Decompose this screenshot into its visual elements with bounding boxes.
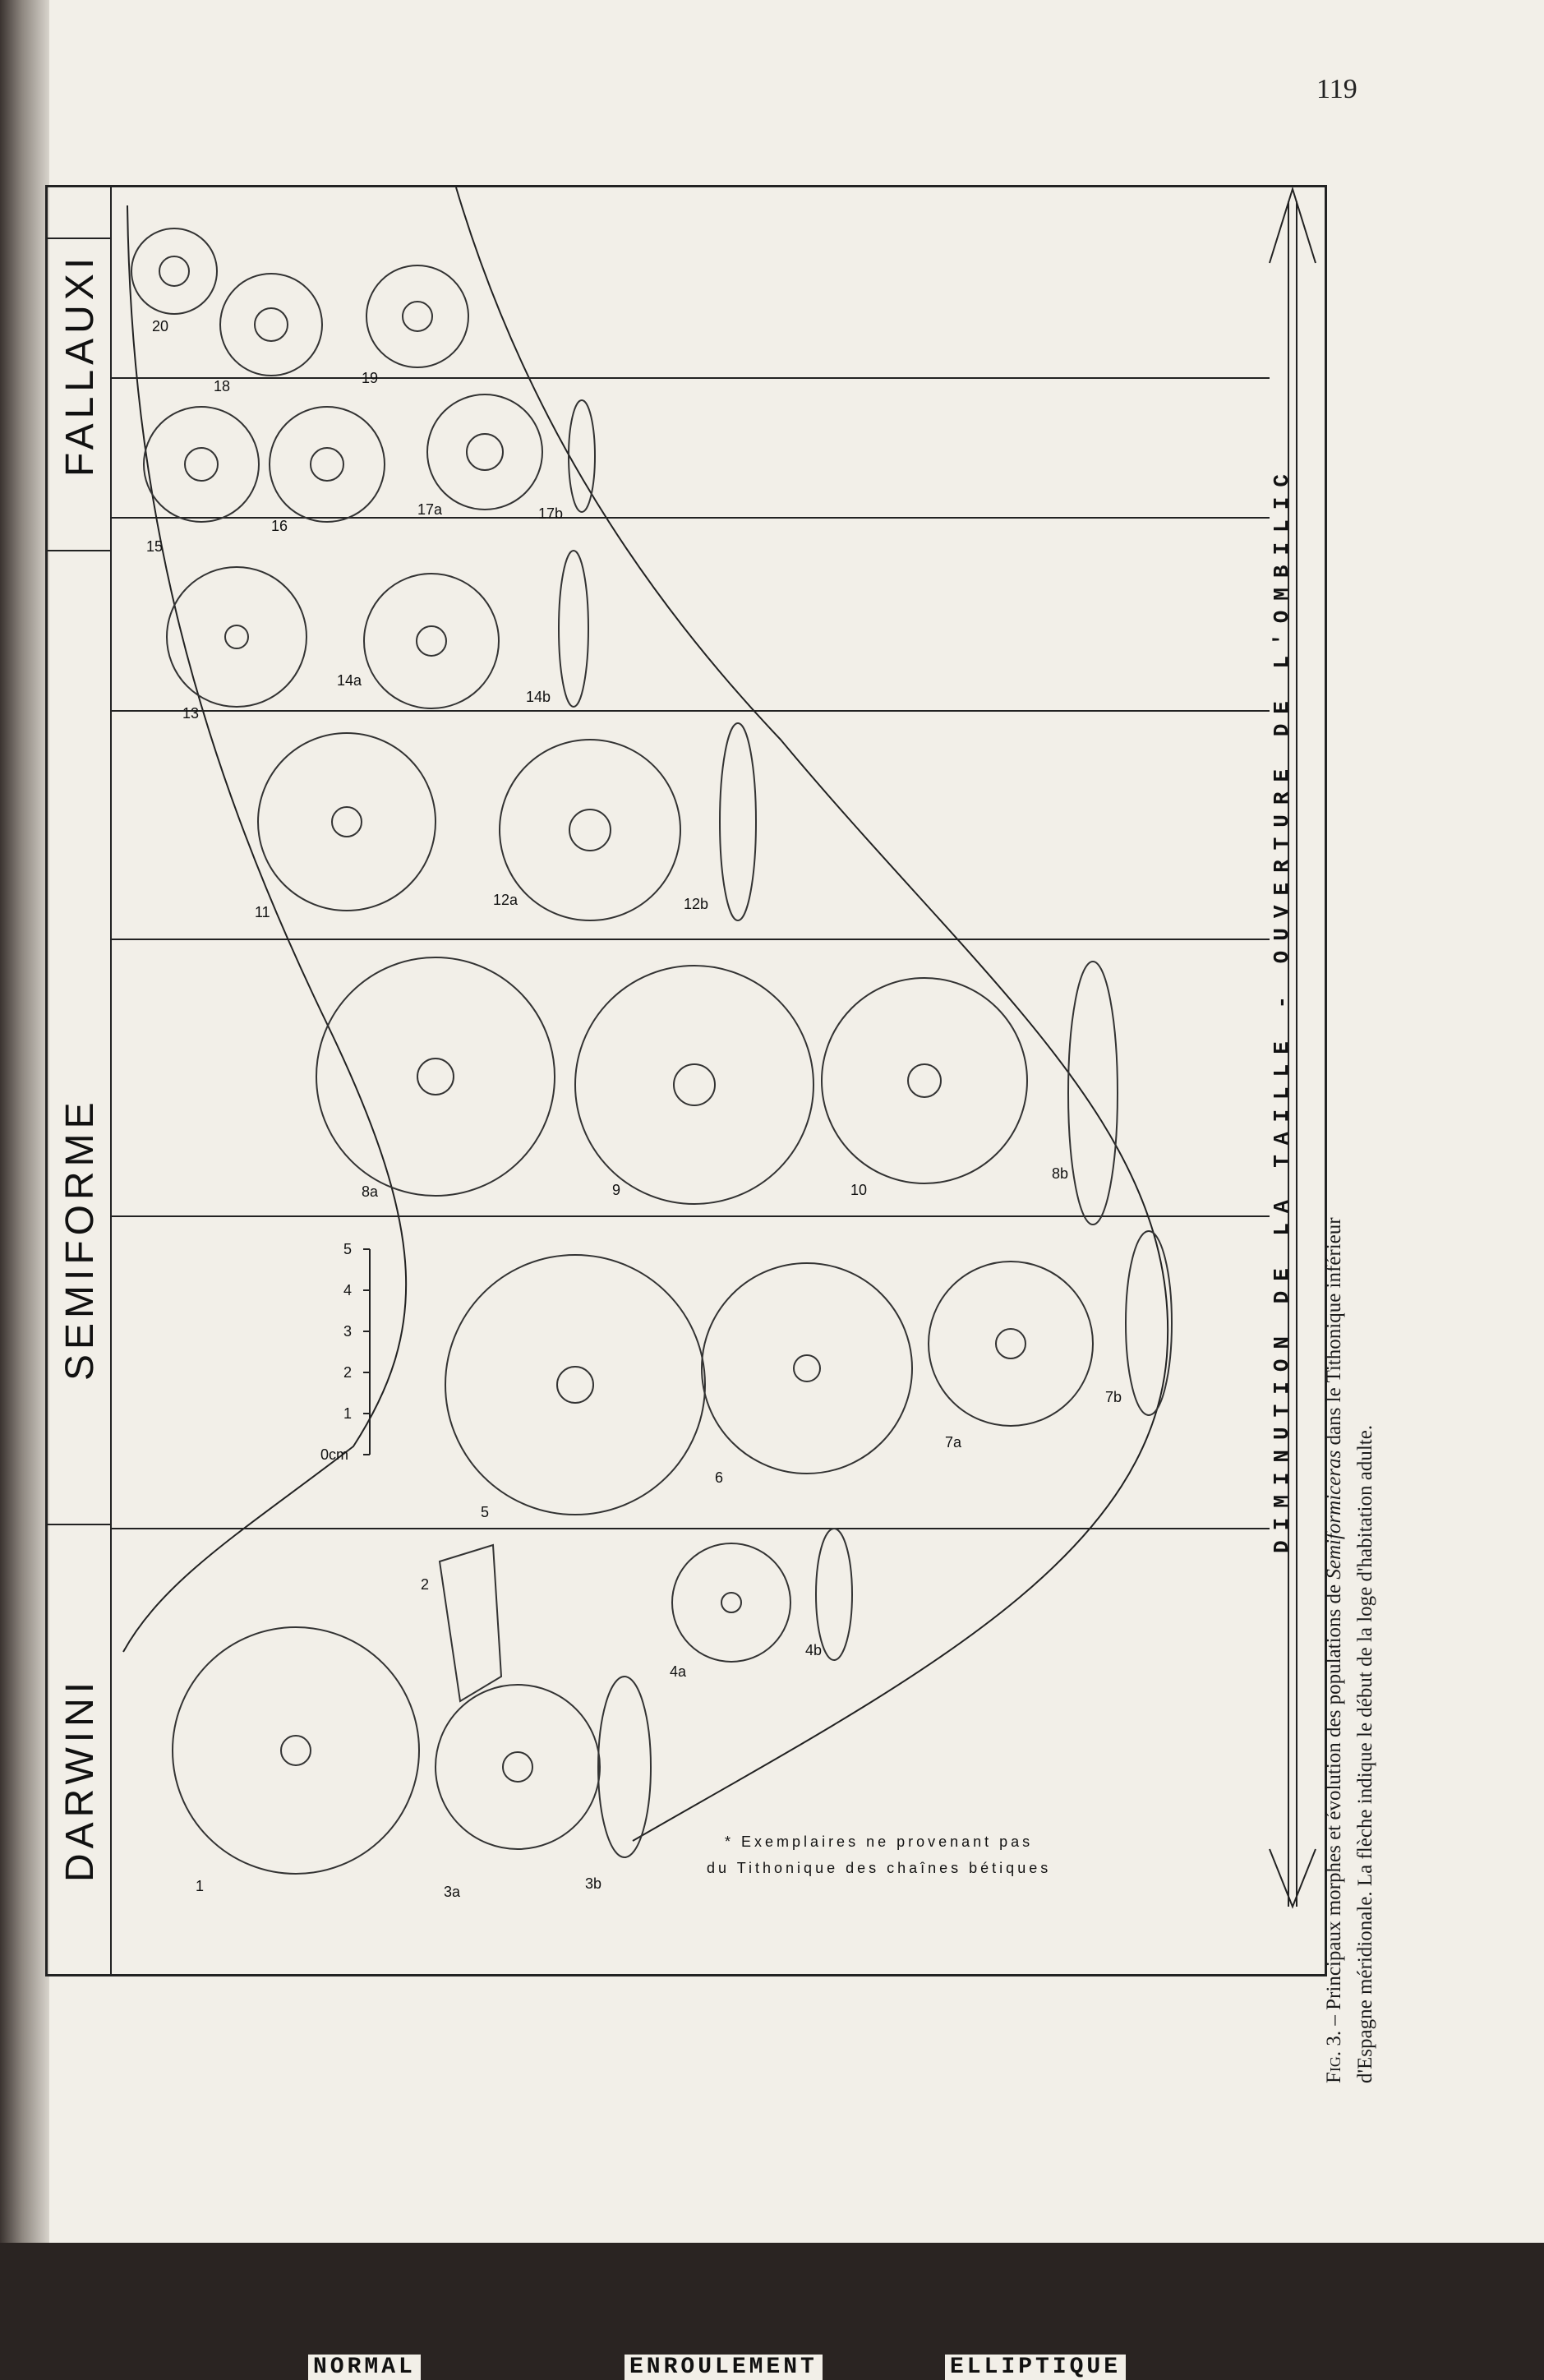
- specimen-label: 17a: [417, 501, 443, 518]
- specimen-label: 7b: [1105, 1389, 1122, 1405]
- scale-bar: [312, 1241, 378, 1471]
- specimen-label: 6: [715, 1469, 724, 1486]
- scale-tick: 4: [343, 1282, 353, 1298]
- specimen-label: 13: [182, 705, 200, 722]
- group-label-darwini: DARWINI: [58, 1677, 102, 1882]
- specimen-label: 8b: [1052, 1165, 1069, 1182]
- specimen-label: 10: [850, 1182, 868, 1198]
- specimen-label: 8a: [362, 1183, 379, 1200]
- footnote-line-2: du Tithonique des chaînes bétiques: [707, 1860, 1052, 1876]
- specimen-label: 20: [152, 318, 169, 334]
- specimen-label: 2: [421, 1576, 430, 1593]
- group-label-fallauxi: FALLAUXI: [58, 252, 102, 477]
- specimen-label: 12a: [493, 892, 519, 908]
- footnote-line-1: * Exemplaires ne provenant pas: [725, 1833, 1034, 1850]
- specimen-label: 15: [146, 538, 164, 555]
- specimen-label: 7a: [945, 1434, 962, 1451]
- specimen-label: 14b: [526, 689, 551, 705]
- specimen-label: 3b: [585, 1875, 602, 1892]
- group-label-semiforme: SEMIFORME: [58, 1097, 102, 1381]
- axis-label-vertical: DIMINUTION DE LA TAILLE - OUVERTURE DE L'OMBILIC: [1270, 464, 1294, 1553]
- page-number: 119: [1316, 74, 1357, 104]
- figure-caption: [1319, 1138, 1381, 2083]
- specimen-label: 1: [196, 1878, 205, 1894]
- specimen-label: 17b: [538, 505, 564, 522]
- caption-dash: –: [1323, 2009, 1345, 2031]
- specimen-label: 3a: [444, 1884, 461, 1900]
- scale-tick: 5: [343, 1241, 353, 1257]
- scale-tick: 2: [343, 1364, 353, 1381]
- specimen-label: 9: [612, 1182, 621, 1198]
- caption-genus: Semiformiceras: [1323, 1450, 1345, 1580]
- caption-figure-number: Fig. 3.: [1323, 2030, 1345, 2083]
- caption-text-2: dans le Tithonique inférieur d'Espagne méridionale. La flèche indique le début de la loge d'habitation adulte.: [1323, 1217, 1376, 2083]
- specimen-label: 18: [214, 378, 231, 394]
- figure-footnote: [707, 1829, 1051, 1881]
- specimen-label: 5: [481, 1504, 490, 1520]
- specimen-label: 4b: [805, 1642, 823, 1658]
- scale-tick: 1: [343, 1405, 353, 1422]
- axis-label-normal: NORMAL: [308, 2355, 421, 2380]
- specimen-label: 4a: [670, 1663, 687, 1680]
- specimen-label: 19: [362, 370, 379, 386]
- specimen-label: 14a: [337, 672, 362, 689]
- scale-tick: 0cm: [320, 1446, 349, 1463]
- axis-label-elliptique: ELLIPTIQUE: [945, 2355, 1126, 2380]
- axis-label-enroulement: ENROULEMENT: [625, 2355, 823, 2380]
- caption-text-1: Principaux morphes et évolution des populations de: [1323, 1579, 1345, 2010]
- specimen-label: 12b: [684, 896, 709, 912]
- specimen-label: 16: [271, 518, 288, 534]
- scale-tick: 3: [343, 1323, 353, 1340]
- specimen-label: 11: [255, 904, 270, 920]
